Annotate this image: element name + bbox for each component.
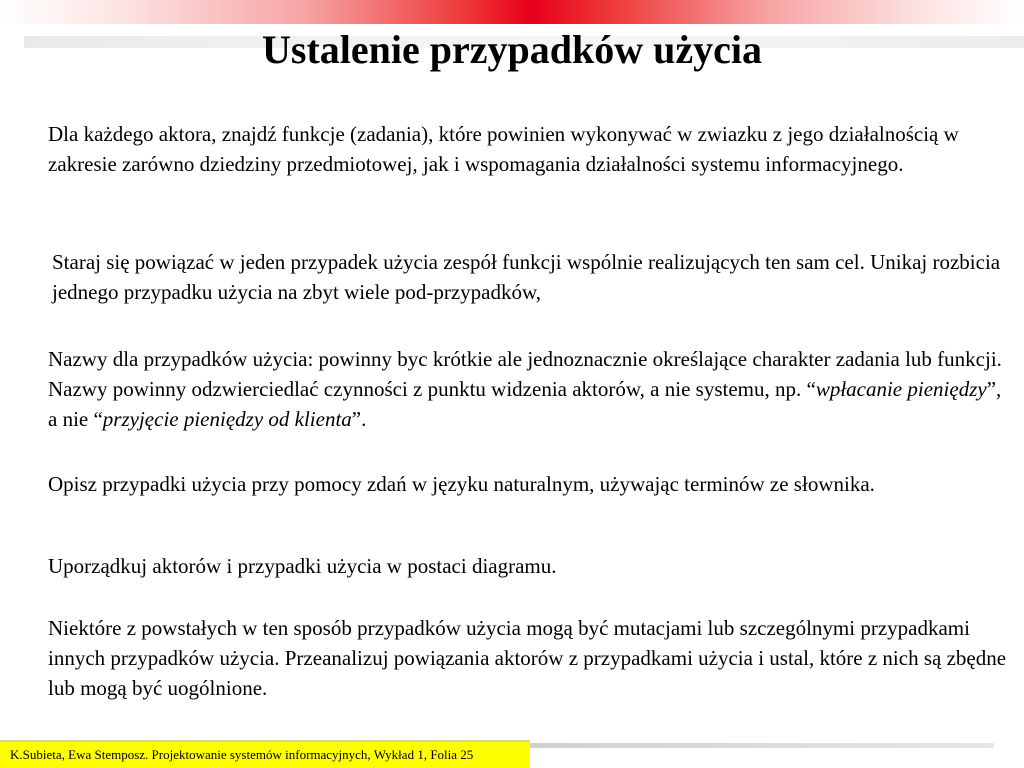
naming-text-middle: ”, a nie “	[48, 377, 1002, 431]
naming-text: Nazwy dla przypadków użycia: powinny byc krótkie ale jednoznacznie określające charakter zadania lub funkcji. Nazwy powinny odzwierciedlać czynności z punktu widzenia aktorów, a nie systemu, np. “	[48, 347, 1002, 401]
paragraph-diagram: Uporządkuj aktorów i przypadki użycia w postaci diagramu.	[48, 554, 557, 578]
paragraph-find-functions: Dla każdego aktora, znajdź funkcje (zadania), które powinien wykonywać w zwiazku z jego działalnością w zakresie zarówno dziedziny przedmiotowej, jak i wspomagania działalności systemu informacyjnego.	[48, 122, 959, 176]
example-good-name: wpłacanie pieniędzy	[815, 377, 987, 401]
paragraph-describe-use-cases: Opisz przypadki użycia przy pomocy zdań w języku naturalnym, używając terminów ze słownika.	[48, 472, 875, 496]
footer-citation: K.Subieta, Ewa Stemposz. Projektowanie systemów informacyjnych, Wykład 1, Folia 25	[0, 740, 530, 768]
example-bad-name: przyjęcie pieniędzy od klienta	[102, 407, 352, 431]
footer-line	[530, 743, 994, 748]
paragraph-naming-use-cases	[48, 344, 1013, 434]
paragraph-mutations: Niektóre z powstałych w ten sposób przypadków użycia mogą być mutacjami lub szczególnymi przypadkami innych przypadków użycia. Przeanalizuj powiązania aktorów z przypadkami użycia i ustal, które z nich są zbędne lub mogą być uogólnione.	[48, 616, 1007, 700]
top-gradient-bar	[0, 0, 1024, 24]
naming-text-end: ”.	[351, 407, 367, 431]
paragraph-group-functions: Staraj się powiązać w jeden przypadek użycia zespół funkcji wspólnie realizujących ten sam cel. Unikaj rozbicia jednego przypadku użycia na zbyt wiele pod-przypadków,	[52, 250, 1001, 304]
slide-title: Ustalenie przypadków użycia	[262, 27, 762, 72]
